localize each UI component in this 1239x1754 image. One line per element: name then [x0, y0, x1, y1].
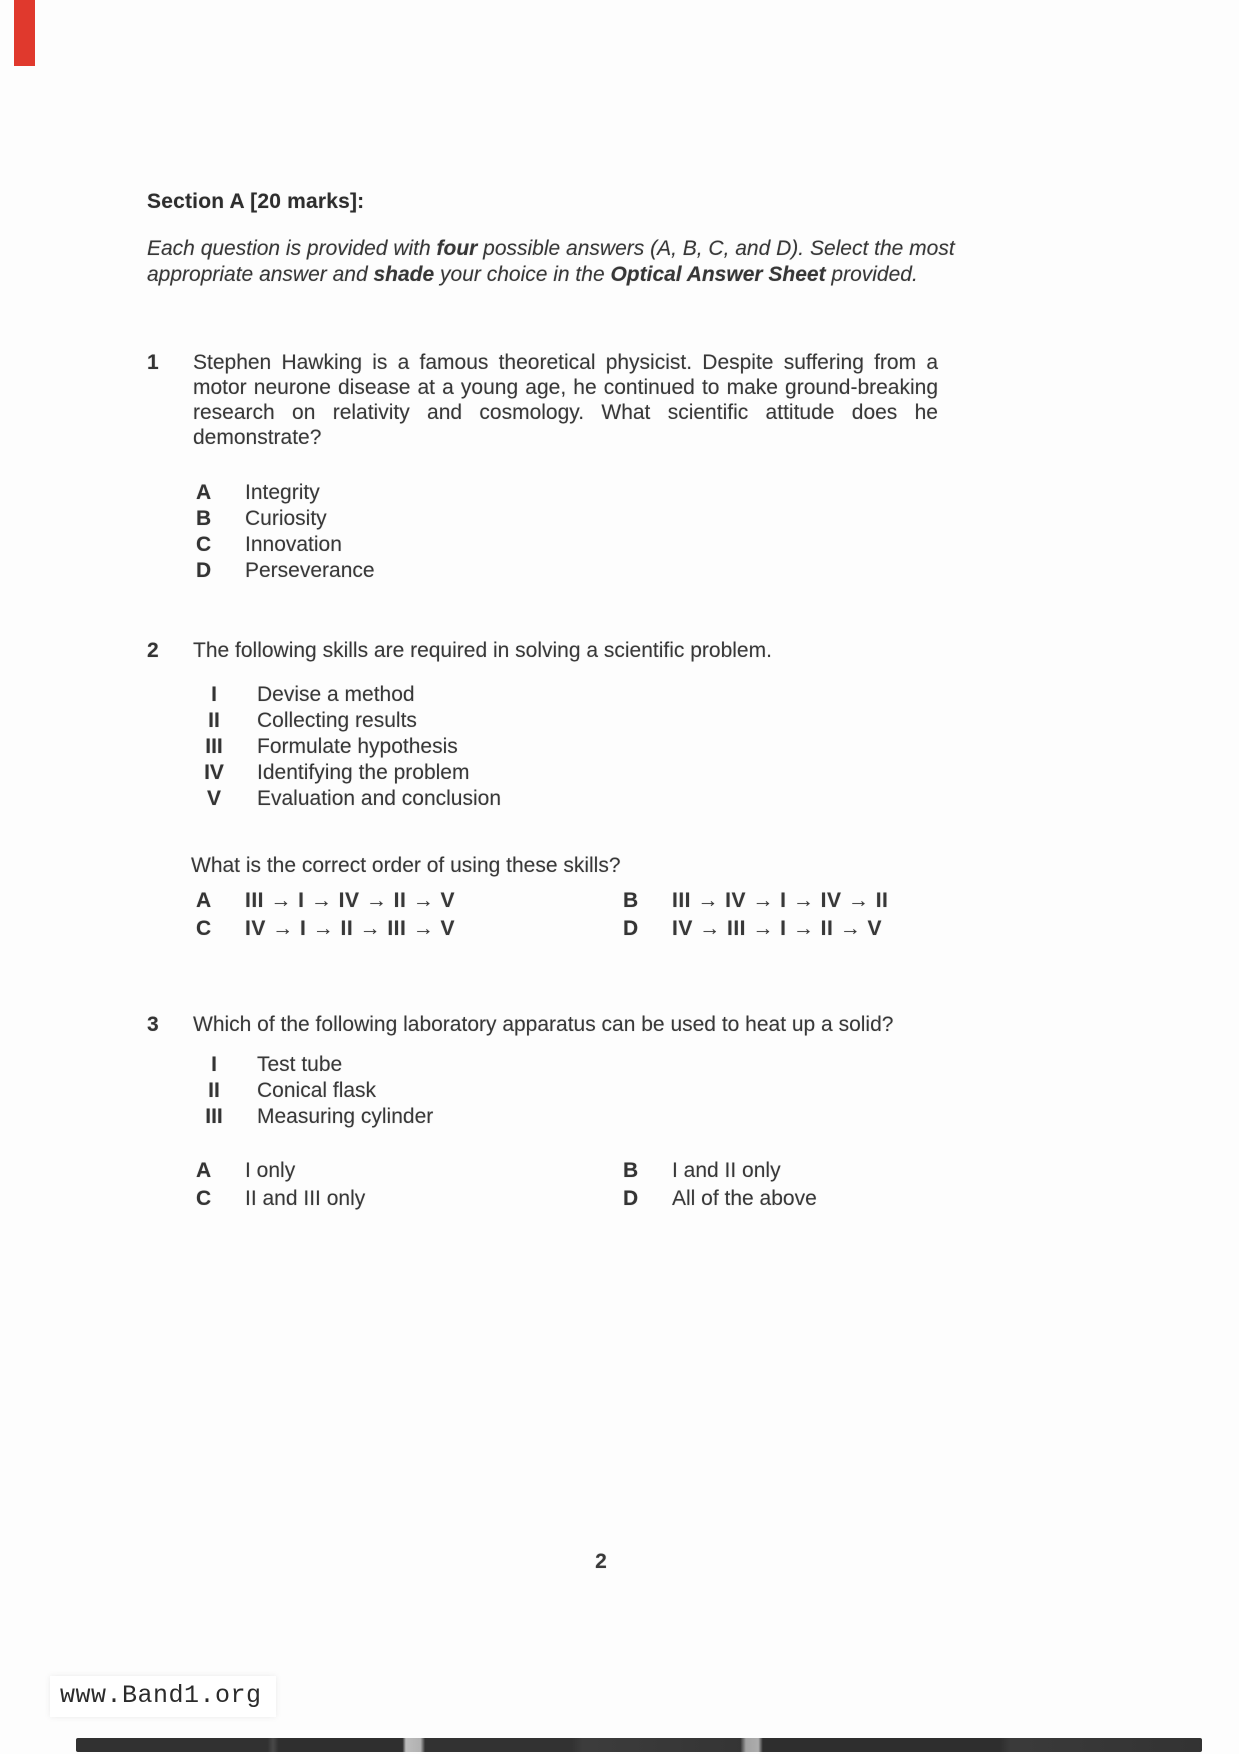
option-sequence: III → I → IV → II → V	[245, 889, 456, 912]
roman-numeral: III	[205, 735, 223, 758]
roman-numeral: IV	[204, 761, 224, 784]
q2-option-a	[196, 888, 455, 913]
question-2-followup: What is the correct order of using these skills?	[191, 854, 621, 877]
instructions-text: appropriate answer and	[147, 263, 374, 286]
option-letter: D	[623, 1187, 639, 1210]
question-2	[147, 638, 772, 663]
item-text: Identifying the problem	[257, 761, 470, 784]
option-text: Perseverance	[245, 559, 375, 582]
roman-numeral: I	[211, 683, 217, 706]
item-text: Test tube	[257, 1053, 343, 1076]
option-text: Curiosity	[245, 507, 327, 530]
option-text: II and III only	[245, 1187, 366, 1210]
question-3-number: 3	[147, 1013, 159, 1036]
option-sequence: IV → III → I → II → V	[672, 917, 883, 940]
q3-option-a	[196, 1158, 295, 1183]
q3-item-i	[192, 1052, 342, 1077]
instructions-bold-text: shade	[373, 263, 435, 286]
q2-item-v	[192, 786, 501, 811]
option-letter: B	[623, 889, 639, 912]
question-1	[147, 350, 938, 450]
q2-item-ii	[192, 708, 417, 733]
roman-numeral: II	[208, 709, 220, 732]
option-text: All of the above	[672, 1187, 817, 1210]
option-letter: A	[196, 1159, 212, 1182]
option-text: I and II only	[672, 1159, 781, 1182]
option-letter: A	[196, 889, 212, 912]
option-letter: C	[196, 917, 212, 940]
q3-option-b	[623, 1158, 781, 1183]
instructions-bold-text: Optical Answer Sheet	[610, 263, 826, 286]
option-letter: D	[623, 917, 639, 940]
instructions-text: provided.	[825, 263, 918, 286]
q3-option-d	[623, 1186, 817, 1211]
question-2-number: 2	[147, 639, 159, 662]
item-text: Evaluation and conclusion	[257, 787, 502, 810]
roman-numeral: I	[211, 1053, 217, 1076]
question-1-text	[193, 350, 938, 450]
page-number: 2	[595, 1550, 607, 1573]
item-text: Devise a method	[257, 683, 415, 706]
option-letter: B	[196, 507, 212, 530]
instructions-text: your choice in the	[434, 263, 611, 286]
instructions-text: Each question is provided with	[147, 237, 437, 260]
question-3-stem: Which of the following laboratory apparatus can be used to heat up a solid?	[193, 1013, 894, 1036]
question-1-number: 1	[147, 351, 159, 374]
option-letter: B	[623, 1159, 639, 1182]
question-3	[147, 1012, 893, 1037]
roman-numeral: II	[208, 1079, 220, 1102]
option-sequence: III → IV → I → IV → II	[672, 889, 889, 912]
option-text: Integrity	[245, 481, 320, 504]
q3-option-c	[196, 1186, 365, 1211]
q2-item-iii	[192, 734, 458, 759]
scan-artifact-bottom-bar	[76, 1738, 1202, 1752]
instructions-line-1	[147, 236, 1062, 262]
footer-url-link[interactable]: www.Band1.org	[50, 1676, 276, 1717]
option-text: Innovation	[245, 533, 342, 556]
option-letter: C	[196, 1187, 212, 1210]
item-text: Measuring cylinder	[257, 1105, 434, 1128]
scan-artifact-red-strip	[14, 0, 35, 66]
q2-option-d	[623, 916, 882, 941]
q2-option-c	[196, 916, 455, 941]
q2-option-b	[623, 888, 888, 913]
option-letter: C	[196, 533, 212, 556]
roman-numeral: III	[205, 1105, 223, 1128]
instructions-line-2	[147, 262, 1062, 288]
question-1-line: motor neurone disease at a young age, he continued to make ground-breaking	[193, 376, 938, 399]
option-sequence: IV → I → II → III → V	[245, 917, 456, 940]
q2-item-i	[192, 682, 415, 707]
instructions-text: possible answers (A, B, C, and D). Select the most	[477, 237, 955, 260]
q1-option-d	[196, 558, 375, 583]
question-1-line: demonstrate?	[193, 426, 322, 449]
option-text: I only	[245, 1159, 296, 1182]
roman-numeral: V	[206, 787, 221, 810]
q2-item-iv	[192, 760, 469, 785]
q3-item-ii	[192, 1078, 376, 1103]
item-text: Collecting results	[257, 709, 417, 732]
section-instructions	[147, 236, 1062, 288]
question-2-stem: The following skills are required in solving a scientific problem.	[193, 639, 772, 662]
q1-option-b	[196, 506, 327, 531]
question-1-line: Stephen Hawking is a famous theoretical physicist. Despite suffering from a	[193, 351, 938, 374]
option-letter: A	[196, 481, 212, 504]
q3-item-iii	[192, 1104, 433, 1129]
instructions-bold-text: four	[436, 237, 478, 260]
item-text: Conical flask	[257, 1079, 377, 1102]
option-letter: D	[196, 559, 212, 582]
q1-option-c	[196, 532, 342, 557]
question-1-line: research on relativity and cosmology. What scientific attitude does he	[193, 401, 938, 424]
q1-option-a	[196, 480, 320, 505]
item-text: Formulate hypothesis	[257, 735, 458, 758]
section-title: Section A [20 marks]:	[147, 190, 365, 213]
